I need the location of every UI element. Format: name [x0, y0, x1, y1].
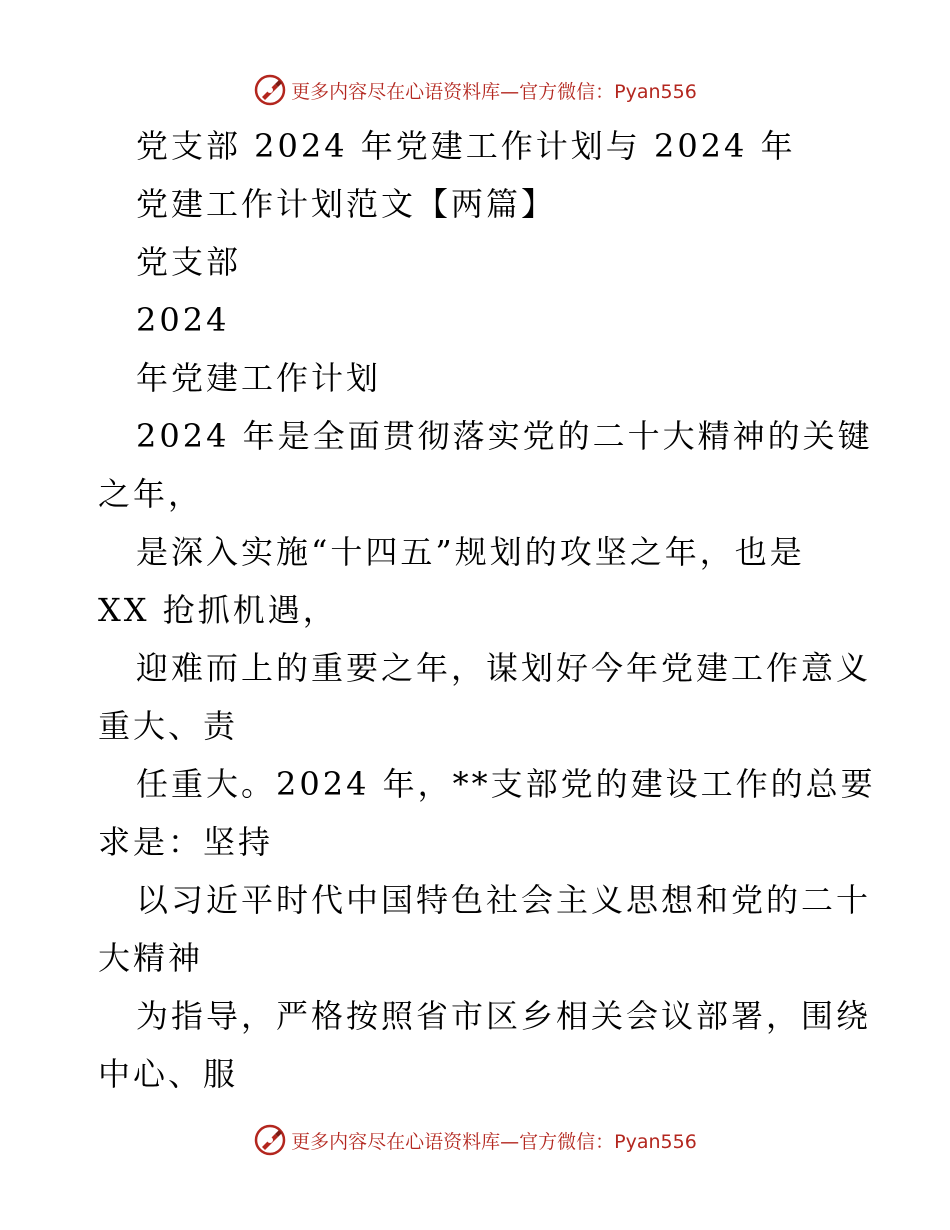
doc-heading-year: 2024: [136, 301, 230, 339]
doc-paragraph-line: 迎难而上的重要之年，谋划好今年党建工作意义: [136, 649, 872, 687]
doc-paragraph-line: 中心、服: [98, 1055, 239, 1093]
watermark-text: 更多内容尽在心语资料库—官方微信：Pyan556: [291, 1130, 697, 1153]
doc-title-line-1: 党支部 2024 年党建工作计划与 2024 年: [136, 127, 796, 165]
watermark-banner-bottom: [0, 1120, 950, 1160]
doc-paragraph-line: 是深入实施“十四五”规划的攻坚之年，也是: [136, 533, 805, 571]
watermark-banner-top: [0, 70, 950, 110]
doc-paragraph-line: 重大、责: [98, 707, 239, 745]
doc-paragraph-line: 以习近平时代中国特色社会主义思想和党的二十: [136, 881, 872, 919]
doc-paragraph-line: 为指导，严格按照省市区乡相关会议部署，围绕: [136, 997, 872, 1035]
doc-paragraph-line: 大精神: [98, 939, 204, 977]
pen-logo-icon: [253, 73, 287, 107]
doc-title-line-2: 党建工作计划范文【两篇】: [136, 185, 557, 223]
pen-logo-icon: [253, 1123, 287, 1157]
doc-paragraph-line: XX 抢抓机遇，: [98, 591, 338, 629]
doc-paragraph-line: 之年，: [98, 475, 204, 513]
doc-paragraph-line: 2024 年是全面贯彻落实党的二十大精神的关键: [136, 417, 873, 455]
doc-heading-branch: 党支部: [136, 243, 242, 281]
doc-paragraph-line: 任重大。2024 年，**支部党的建设工作的总要: [136, 765, 876, 803]
watermark-text: 更多内容尽在心语资料库—官方微信：Pyan556: [291, 80, 697, 103]
doc-heading-plan: 年党建工作计划: [136, 359, 382, 397]
doc-paragraph-line: 求是：坚持: [98, 823, 274, 861]
